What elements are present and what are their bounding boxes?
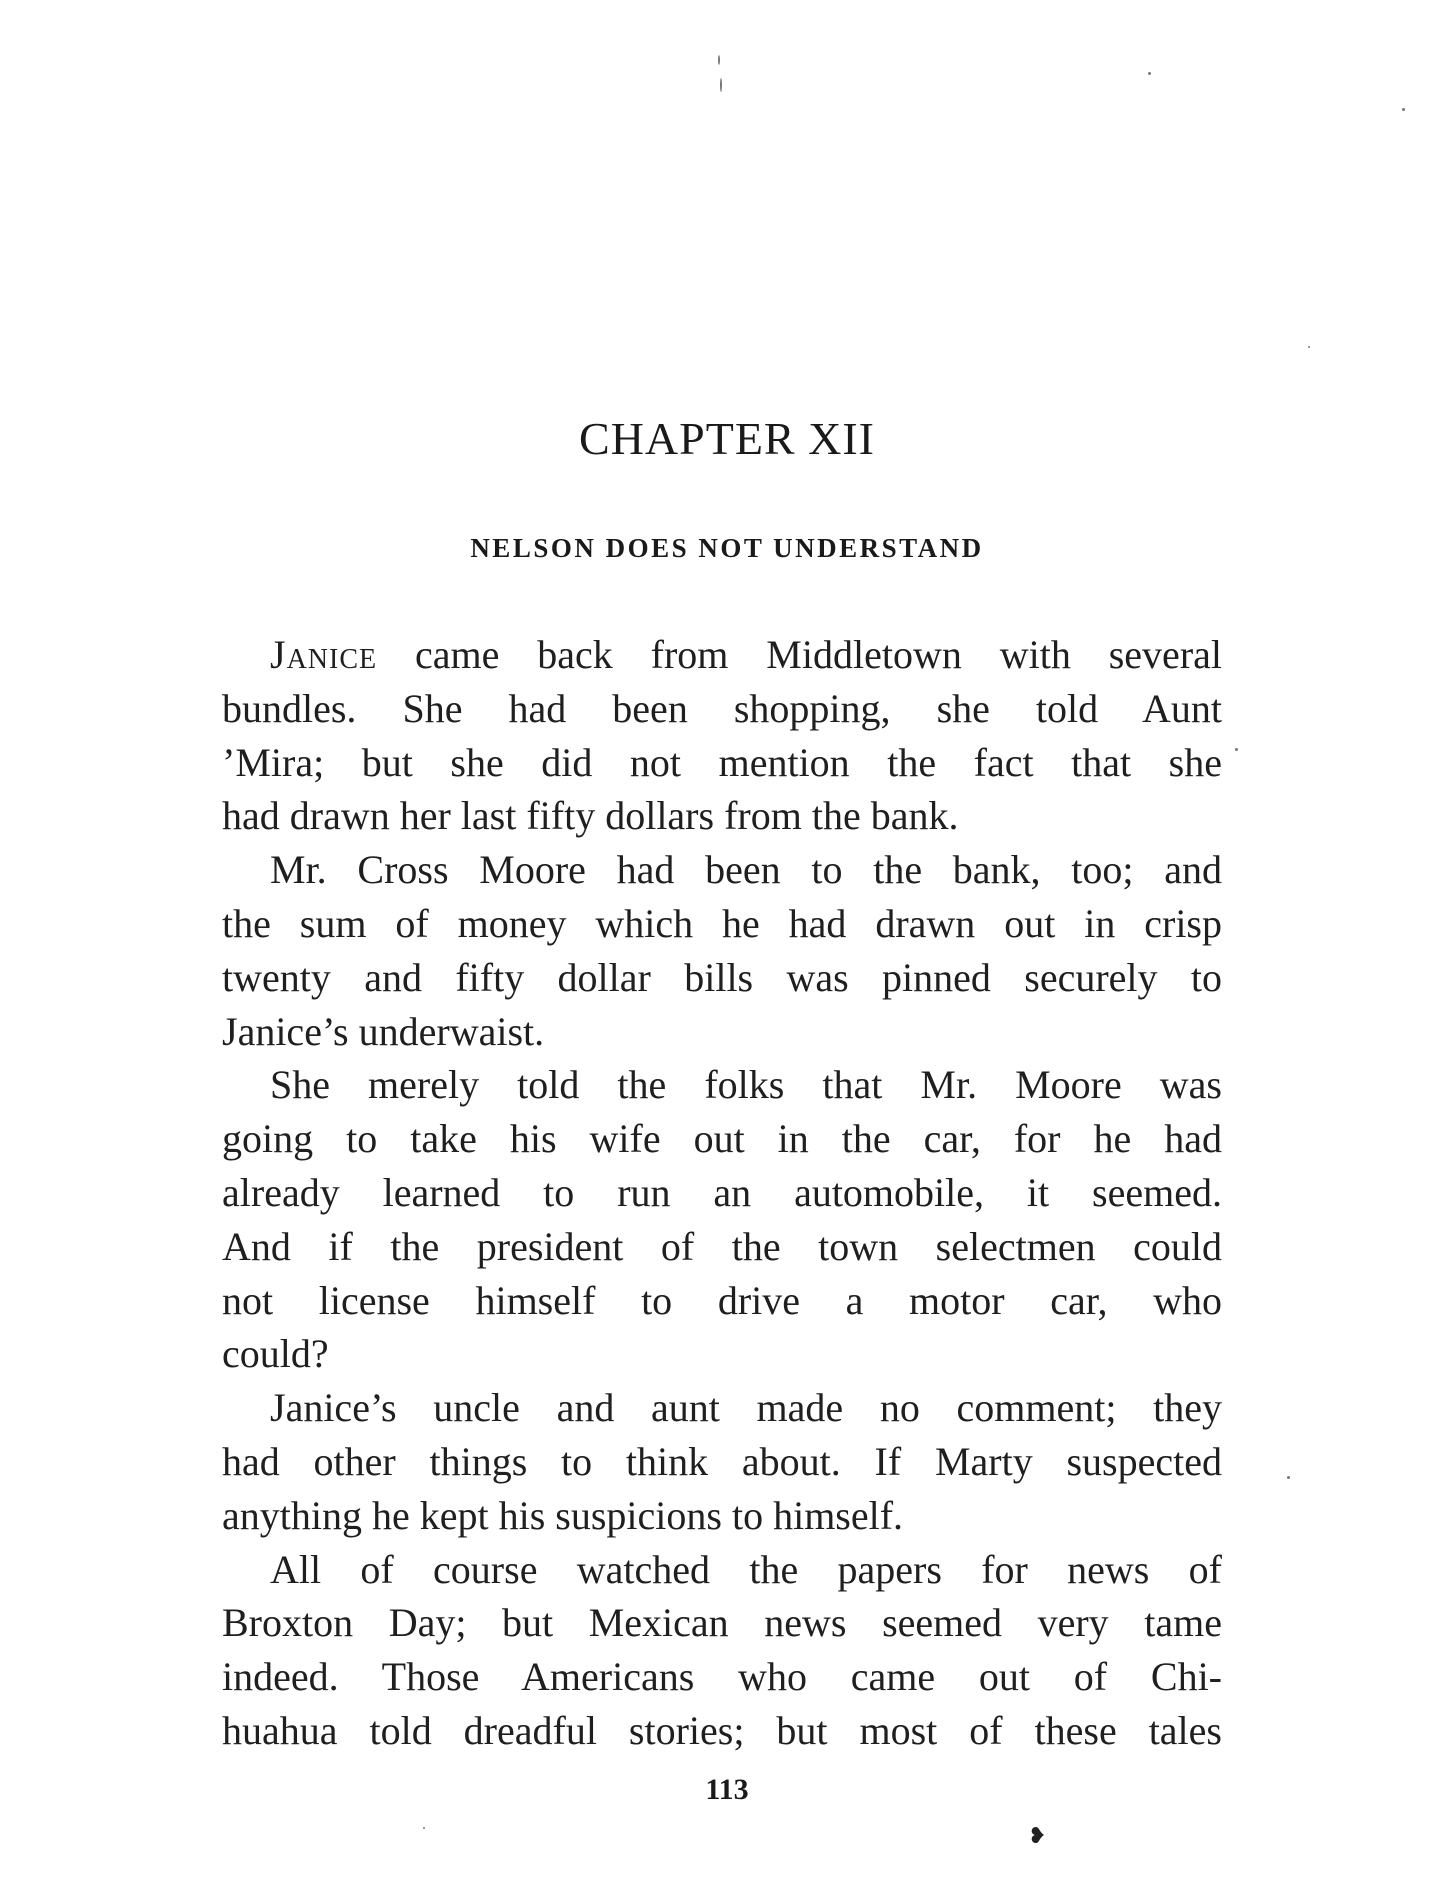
text-line: had other things to think about. If Marty suspected — [222, 1438, 1222, 1484]
scan-speck — [720, 78, 722, 92]
scan-speck — [1235, 748, 1238, 751]
body-text — [222, 628, 1222, 1758]
text-line: not license himself to drive a motor car, who — [222, 1277, 1222, 1323]
paragraph — [222, 628, 1222, 843]
text-line: the sum of money which he had drawn out in crisp — [222, 900, 1222, 946]
scan-speck — [1402, 108, 1405, 111]
scan-speck — [718, 55, 720, 65]
text-line: ’Mira; but she did not mention the fact that she — [222, 739, 1222, 785]
drop-word: Janice — [270, 632, 378, 677]
paragraph — [222, 1381, 1222, 1542]
text-line: Broxton Day; but Mexican news seemed very tame — [222, 1600, 1222, 1646]
chapter-subtitle: NELSON DOES NOT UNDERSTAND — [470, 533, 984, 563]
paragraph — [222, 843, 1222, 1058]
text-line: twenty and fifty dollar bills was pinned securely to — [222, 954, 1222, 1000]
text-line: bundles. She had been shopping, she told Aunt — [222, 685, 1222, 731]
paragraph — [222, 1058, 1222, 1381]
text-line: Janice’s uncle and aunt made no comment; they — [270, 1385, 1222, 1431]
text-line: Janice’s underwaist. — [222, 1008, 545, 1054]
text-line: could? — [222, 1331, 329, 1377]
scan-speck — [1148, 72, 1151, 75]
printer-mark-icon: ❥ — [1028, 1823, 1047, 1848]
text-line: already learned to run an automobile, it seemed. — [222, 1169, 1222, 1215]
page-number: 113 — [705, 1773, 749, 1806]
paragraph — [222, 1543, 1222, 1758]
text-line: anything he kept his suspicions to himself. — [222, 1492, 904, 1538]
text-line: And if the president of the town selectmen could — [222, 1223, 1222, 1269]
text-line: going to take his wife out in the car, for he had — [222, 1116, 1222, 1162]
line-text: came back from Middletown with several — [415, 632, 1223, 677]
text-line: had drawn her last fifty dollars from the bank. — [222, 793, 959, 839]
chapter-heading: CHAPTER XII — [579, 413, 875, 464]
text-line: Mr. Cross Moore had been to the bank, too; and — [270, 847, 1222, 893]
scan-speck — [423, 1827, 425, 1829]
scan-speck — [1308, 346, 1310, 348]
text-line: All of course watched the papers for news of — [270, 1546, 1222, 1592]
text-line — [222, 628, 1222, 682]
text-line: She merely told the folks that Mr. Moore was — [270, 1062, 1222, 1108]
text-line: huahua told dreadful stories; but most of these tales — [222, 1707, 1222, 1753]
text-line: indeed. Those Americans who came out of Chi- — [222, 1654, 1222, 1700]
scan-speck — [1287, 1476, 1290, 1479]
